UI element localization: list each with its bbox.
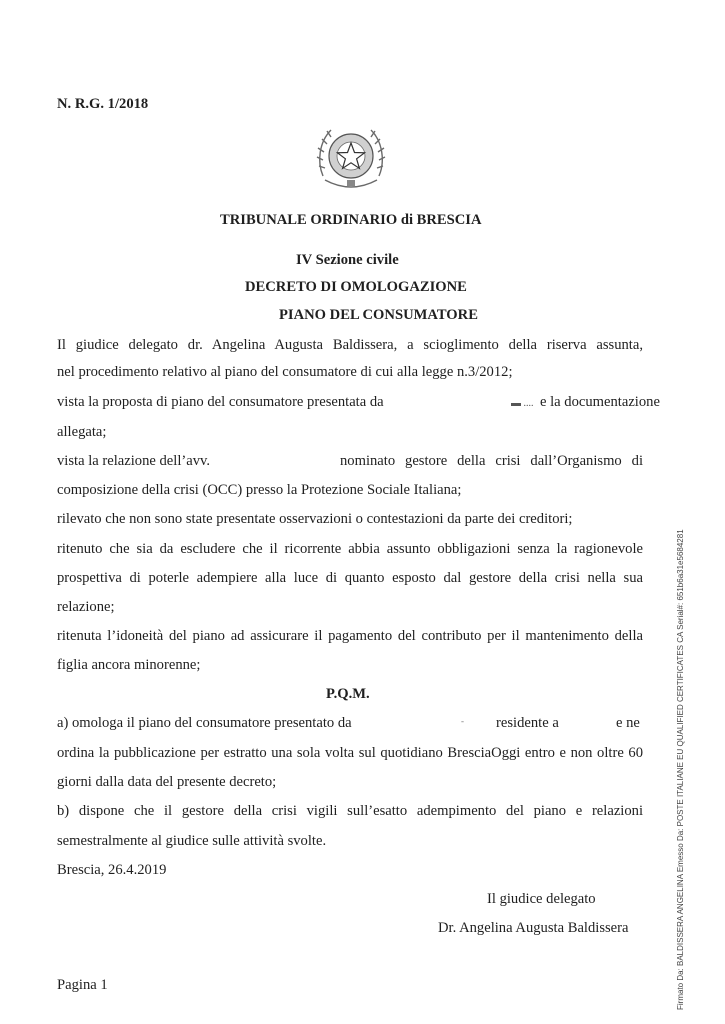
court-name: TRIBUNALE ORDINARIO di BRESCIA	[220, 212, 482, 228]
paragraph-suitability-line-2: figlia ancora minorenne;	[57, 657, 201, 673]
pqm-a-line-1c: e ne	[616, 715, 640, 731]
paragraph-proposal-line-1a: vista la proposta di piano del consumatore presentata da	[57, 394, 384, 410]
paragraph-report-line-1b: nominato gestore della crisi dall’Organismo di	[340, 453, 643, 469]
pqm-a-line-1b: residente a	[496, 715, 559, 731]
signature-stamp-line: Firmato Da: BALDISSERA ANGELINA Emesso Da: POSTE ITALIANE EU QUALIFIED CERTIFICATES CA Serial#: 651b6a31e5684281	[676, 529, 685, 1010]
page-number: Pagina 1	[57, 977, 108, 993]
redaction-mark: ▬ ....	[511, 398, 534, 409]
decree-title: DECRETO DI OMOLOGAZIONE	[245, 279, 467, 295]
paragraph-report-line-1a: vista la relazione dell’avv.	[57, 453, 211, 469]
italian-republic-emblem-icon	[313, 118, 389, 198]
pqm-a-line-1a: a) omologa il piano del consumatore presentato da	[57, 715, 352, 731]
pqm-heading: P.Q.M.	[326, 686, 370, 702]
pqm-a-line-3: giorni dalla data del presente decreto;	[57, 774, 277, 790]
pqm-a-line-2: ordina la pubblicazione per estratto una sola volta sul quotidiano BresciaOggi entro e non oltre 60	[57, 745, 643, 761]
paragraph-judge-line-1: Il giudice delegato dr. Angelina Augusta Baldissera, a scioglimento della riserva assunta,	[57, 337, 643, 353]
signer-title: Il giudice delegato	[487, 891, 596, 907]
pqm-b-line-1: b) dispone che il gestore della crisi vigili sull’esatto adempimento del piano e relazioni	[57, 803, 643, 819]
paragraph-judge-line-2: nel procedimento relativo al piano del consumatore di cui alla legge n.3/2012;	[57, 364, 513, 380]
court-section: IV Sezione civile	[296, 252, 399, 268]
decree-subject: PIANO DEL CONSUMATORE	[279, 307, 478, 323]
paragraph-report-line-2: composizione della crisi (OCC) presso la Protezione Sociale Italiana;	[57, 482, 462, 498]
paragraph-suitability-line-1: ritenuta l’idoneità del piano ad assicurare il pagamento del contributo per il mantenimento della	[57, 628, 643, 644]
redaction-mark: -	[461, 716, 464, 726]
paragraph-proposal-line-2: allegata;	[57, 424, 107, 440]
pqm-b-line-2: semestralmente al giudice sulle attività svolte.	[57, 833, 327, 849]
paragraph-obligations-line-2: prospettiva di poterle adempiere alla luce di quanto esposto dal gestore della crisi nella sua	[57, 570, 643, 586]
digital-signature-stamp	[676, 529, 686, 1010]
paragraph-proposal-line-1b: e la documentazione	[540, 394, 660, 410]
place-date: Brescia, 26.4.2019	[57, 862, 167, 878]
paragraph-obligations-line-1: ritenuto che sia da escludere che il ricorrente abbia assunto obbligazioni senza la ragionevole	[57, 541, 643, 557]
case-number: N. R.G. 1/2018	[57, 96, 149, 112]
paragraph-observations: rilevato che non sono state presentate osservazioni o contestazioni da parte dei creditori;	[57, 511, 573, 527]
signer-name: Dr. Angelina Augusta Baldissera	[438, 920, 629, 936]
paragraph-obligations-line-3: relazione;	[57, 599, 115, 615]
